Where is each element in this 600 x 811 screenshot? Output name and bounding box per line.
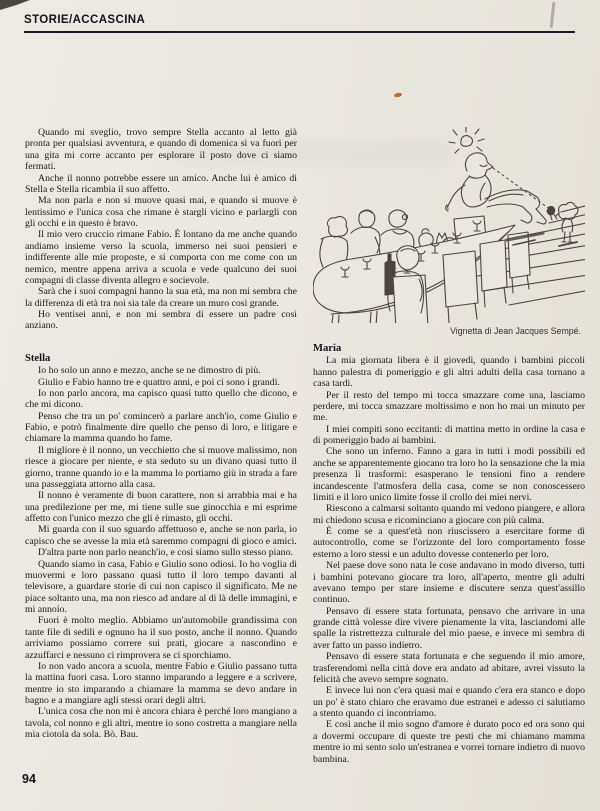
intro-paragraph: Sarà che i suoi compagni hanno la sua età, ma non mi sembra che la differenza di età tra noi sia tale da creare un muro così grande. bbox=[25, 286, 297, 309]
two-column-text bbox=[25, 127, 585, 799]
orange-stain-speck bbox=[394, 92, 403, 98]
cartoon-drawing bbox=[313, 127, 585, 323]
scan-smudge bbox=[550, 2, 556, 28]
scan-corner-artifact bbox=[0, 0, 30, 10]
stella-paragraph: Giulio e Fabio hanno tre e quattro anni, e poi ci sono i grandi. bbox=[38, 376, 280, 388]
page-number: 94 bbox=[22, 772, 36, 786]
right-column bbox=[313, 127, 585, 799]
stella-paragraph: Fuori è molto meglio. Abbiamo un'automobile grandissima con tante file di sedili e ognuno ha il suo posto, anche il nonno. Quando arriviamo possiamo correre sui prati, giocare a nascondino e azzuffarci e nessuno ci rimprovera se ci sporchiamo. bbox=[25, 615, 297, 661]
intro-paragraph: Ho ventisei anni, e non mi sembra di essere un padre così anziano. bbox=[25, 309, 297, 332]
stella-paragraph: Io non parlo ancora, ma capisco quasi tutto quello che dicono, e che mi dicono. bbox=[25, 387, 297, 411]
stella-paragraph: Io non vado ancora a scuola, mentre Fabio e Giulio passano tutta la mattina fuori casa. Loro stanno imparando a leggere e a scrivere, mentre io sto imparando a chiamare la mamma se devo andare in bagno e a mangiare agli stessi orari degli altri. bbox=[25, 660, 297, 707]
maria-paragraph: Per il resto del tempo mi tocca smazzare come una, lasciamo perdere, mi tocca smazzare moltissimo e non ho mai un minuto per me. bbox=[313, 389, 585, 424]
stella-paragraph: Penso che tra un po' comincerò a parlare anch'io, come Giulio e Fabio, e potrò finalmente dire quello che penso di loro, e litigare e chiamare la mamma quando ho fame. bbox=[25, 410, 297, 445]
stella-paragraph: Il nonno è veramente di buon carattere, non si arrabbia mai e ha una predilezione per me, mi tiene sulle sue ginocchia e mi esprime affetto con l'unico mezzo che gli è rimasto, gli occhi. bbox=[25, 490, 297, 525]
section-heading-maria: Maria bbox=[313, 343, 342, 354]
stella-paragraph: Io ho solo un anno e mezzo, anche se ne dimostro di più. bbox=[38, 365, 261, 377]
maria-paragraph: Nel paese dove sono nata le cose andavano in modo diverso, tutti i bambini potevano giocare tra loro, all'aperto, mentre gli adulti avevano tempo per stare insieme e discutere senza quest'assillo continuo. bbox=[313, 560, 585, 606]
stella-paragraph: Quando siamo in casa, Fabio e Giulio sono odiosi. Io ho voglia di muovermi e loro passano quasi tutto il loro tempo davanti al televisore, a guardare storie di cui non capisco il significato. Me ne piace soltanto una, ma non riesco ad andare al di là delle immagini, e mi annoio. bbox=[25, 558, 297, 616]
section-heading-stella: Stella bbox=[25, 352, 51, 364]
maria-paragraph: Che sono un inferno. Fanno a gara in tutti i modi possibili ed anche se apparentemente giocano tra loro ho la sensazione che la mia presenza li trasformi: esasperano le tensioni fino a rendere incandescente l'atmosfera della casa, come se non conoscessero limiti e il loro unico limite fosse il crollo dei miei nervi. bbox=[313, 446, 585, 503]
intro-paragraph: Quando mi sveglio, trovo sempre Stella accanto al letto già pronta per qualsiasi avventura, e quando di domenica si va fuori per una gita mi corre accanto per esplorare il posto dove ci siamo fermati. bbox=[25, 127, 297, 173]
maria-paragraph: I miei compiti sono eccitanti: di mattina metto in ordine la casa e di pomeriggio bado ai bambini. bbox=[313, 423, 585, 447]
maria-paragraph: È come se a quest'età non riuscissero a esercitare forme di autocontrollo, come se l'orizzonte del loro comportamento fosse esterno a loro stessi e un adulto dovesse contenerlo per loro. bbox=[313, 526, 585, 560]
stella-paragraph: D'altra parte non parlo neanch'io, e così siamo sullo stesso piano. bbox=[38, 547, 293, 559]
maria-paragraph: Pensavo di essere stata fortunata, pensavo che arrivare in una grande città volesse dire vivere pienamente la vita, lasciandomi alle spalle la ristrettezza culturale del mio paese, e invece mi sembra di aver fatto un passo indietro. bbox=[313, 605, 585, 651]
section-masthead: STORIE/ACCASCINA bbox=[24, 14, 146, 26]
sempe-cartoon-illustration bbox=[313, 127, 585, 323]
maria-paragraph: E così anche il mio sogno d'amore è durato poco ed ora sono qui a dovermi occupare di queste tre pesti che mi chiamano mamma mentre io mi sento solo un'estranea e vorrei tornare indietro di nuovo bambina. bbox=[313, 719, 585, 765]
intro-paragraph: Anche il nonno potrebbe essere un amico. Anche lui è amico di Stella e Stella ricambia il suo affetto. bbox=[25, 172, 297, 195]
masthead-rule bbox=[24, 31, 575, 33]
stella-paragraph: L'unica cosa che non mi è ancora chiara è perché loro mangiano a tavola, col nonno e gli altri, mentre io sono costretta a mangiare nella mia ciotola da sola. Bò. Bau. bbox=[25, 706, 297, 741]
intro-paragraph: Ma non parla e non si muove quasi mai, e quando si muove è lentissimo e l'unica cosa che rimane è stargli vicino e parlargli con gli occhi e in questo è bravo. bbox=[25, 195, 297, 229]
maria-paragraph: La mia giornata libera è il giovedì, quando i bambini piccoli hanno palestra di pomeriggio e gli altri adulti della casa tornano a casa tardi. bbox=[313, 355, 585, 390]
stella-paragraph: Il migliore è il nonno, un vecchietto che si muove malissimo, non riesce a giocare per niente, e sta seduto su un divano quasi tutto il giorno, tranne quando io e la mamma lo portiamo giù in strada a fare una passeggiata attorno alla casa. bbox=[25, 444, 297, 490]
stella-paragraph: Mi guarda con il suo sguardo affettuoso e, anche se non parla, io capisco che se avesse la mia età saremmo compagni di gioco e amici. bbox=[25, 524, 297, 547]
maria-paragraph: E invece lui non c'era quasi mai e quando c'era era stanco e dopo un po' è stato chiaro che eravamo due estranei e adesso ci salutiamo a stento quando ci incontriamo. bbox=[313, 685, 585, 720]
cartoon-caption: Vignetta di Jean Jacques Sempé. bbox=[450, 326, 581, 336]
left-column bbox=[25, 127, 297, 799]
maria-paragraph: Riescono a calmarsi soltanto quando mi vedono piangere, e allora mi chiedono scusa e ricominciano a giocare con più calma. bbox=[313, 503, 585, 526]
intro-paragraph: Il mio vero cruccio rimane Fabio. È lontano da me anche quando andiamo insieme verso la scuola, immerso nei suoi pensieri e indifferente alle mie proposte, e si comporta con me come con un nemico, mentre appena arriva a scuola e vede qualcuno dei suoi compagni di classe diventa allegro e socievole. bbox=[25, 229, 297, 286]
maria-paragraph: Pensavo di essere stata fortunata e che seguendo il mio amore, trasferendomi nella città dove era andato ad abitare, avrei vissuto la felicità che avevo sempre sognato. bbox=[313, 651, 585, 685]
